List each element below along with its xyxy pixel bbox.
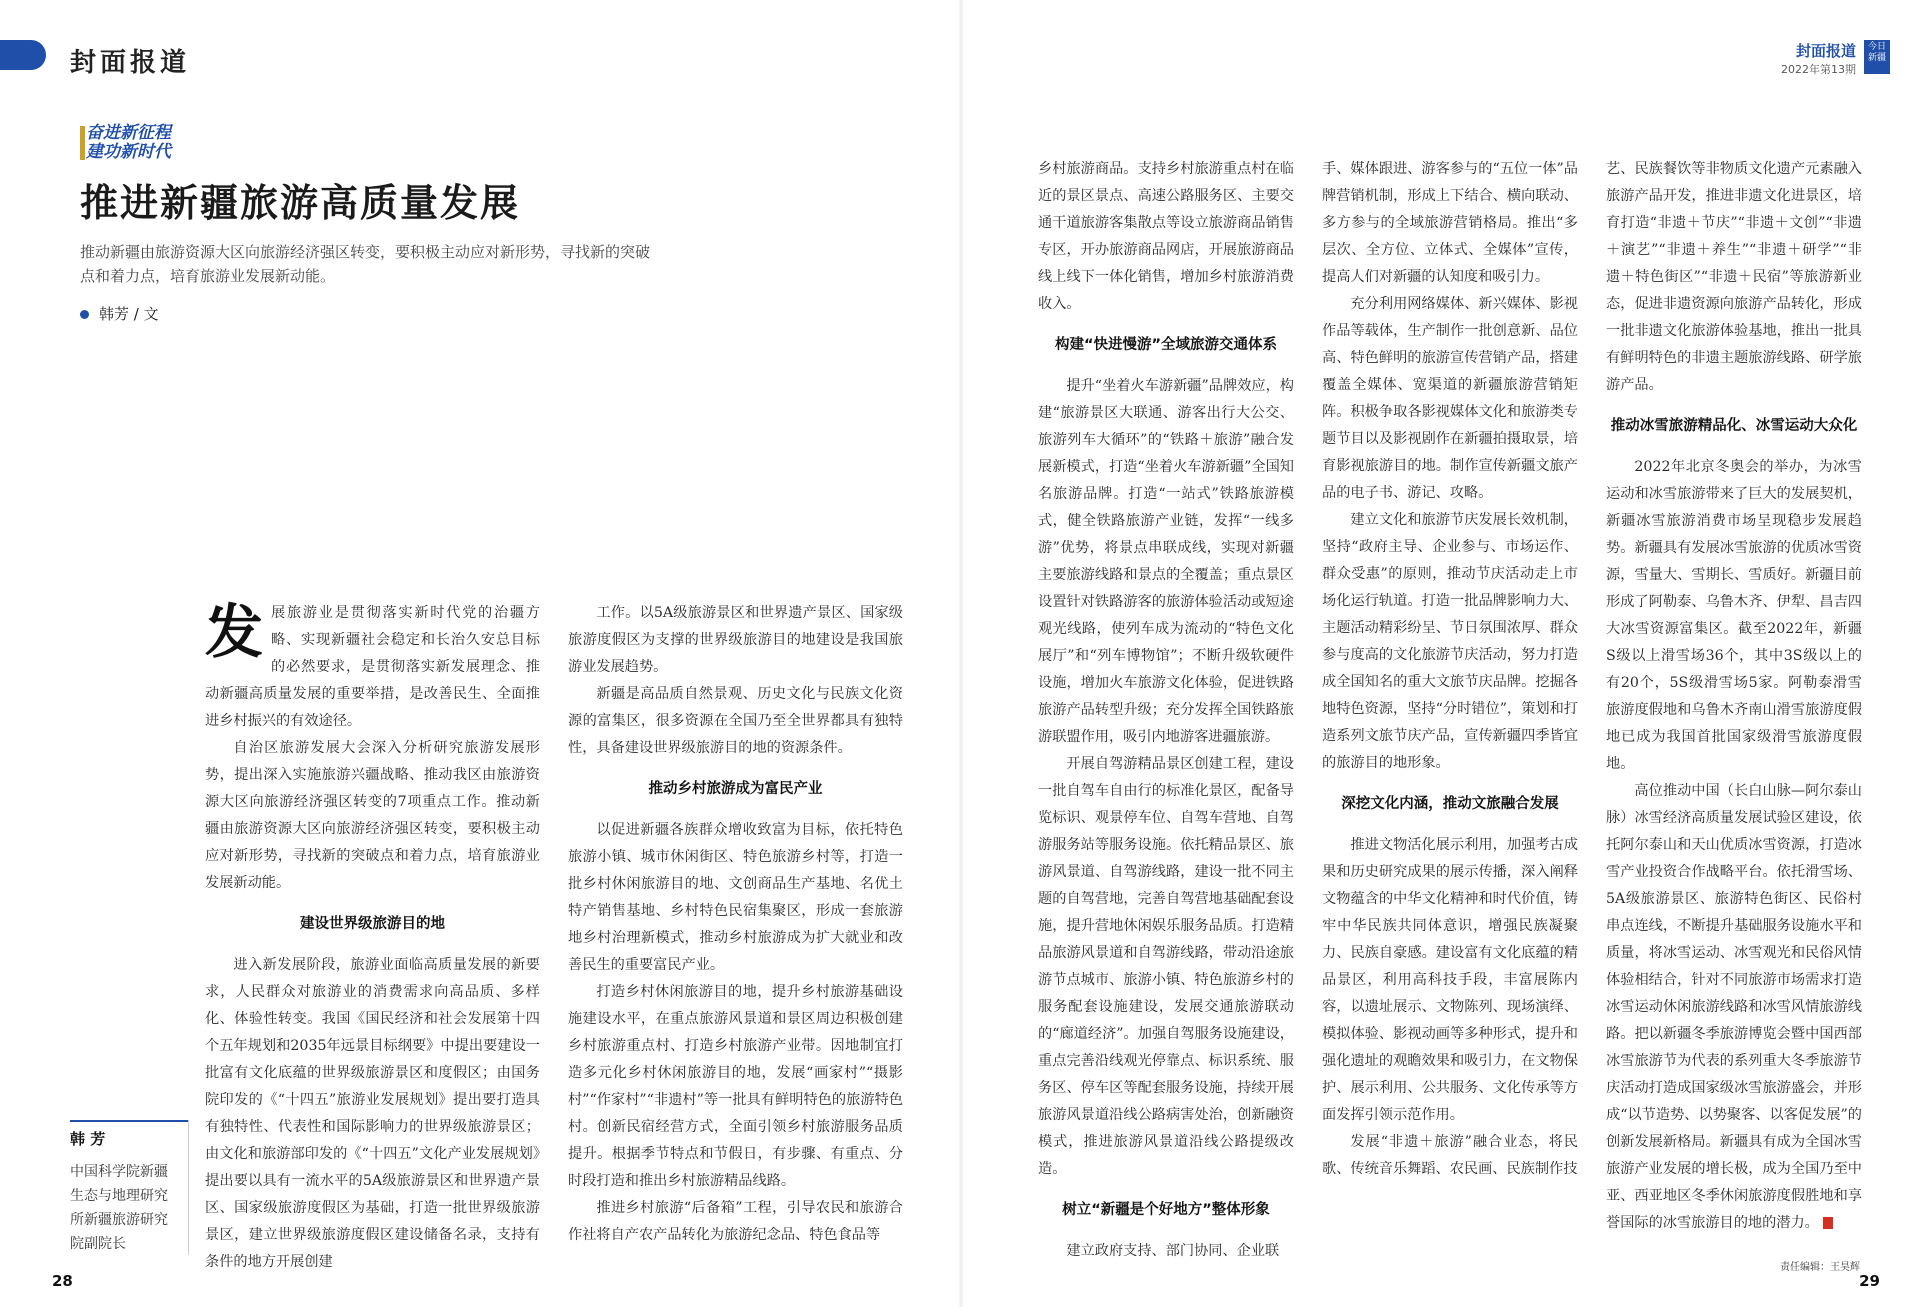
paragraph: 进入新发展阶段，旅游业面临高质量发展的新要求，人民群众对旅游业的消费需求向高品质、多样化、体验性转变。我国《国民经济和社会发展第十四个五年规划和2035年远景目标纲要》中提出要建设一批富有文化底蕴的世界级旅游景区和度假区；由国务院印发的《“十四五”旅游业发展规划》提出要打造具有独特性、代表性和国际影响力的世界级旅游景区；由文化和旅游部印发的《“十四五”文化产业发展规划》提出要以具有一流水平的5A级旅游景区和世界遗产景区、国家级旅游度假区为基础，打造一批世界级旅游景区，建立世界级旅游度假区建设储备名录，支持有条件的地方开展创建 (205, 957, 540, 1270)
paragraph: 开展自驾游精品景区创建工程，建设一批自驾车自由行的标准化景区，配备导览标识、观景停车位、自驾车营地、自驾游服务站等服务设施。依托精品景区、旅游风景道、自驾游线路，建设一批不同主题的自驾营地，完善自驾营地基础配套设施，提升营地休闲娱乐服务品质。打造精品旅游风景道和自驾游线路，带动沿途旅游节点城市、旅游小镇、特色旅游乡村的服务配套设施建设，发展交通旅游联动的“廊道经济”。加强自驾服务设施建设，重点完善沿线观光停靠点、标识系统、服务区、停车区等配套服务设施，持续开展旅游风景道沿线公路病害处治，创新融资模式，推进旅游风景道沿线公路提级改造。 (1038, 756, 1294, 1177)
issue-number: 2022年第13期 (1781, 63, 1856, 76)
paragraph: 自治区旅游发展大会深入分析研究旅游发展形势，提出深入实施旅游兴疆战略、推动我区由旅游资源大区向旅游经济强区转变的7项重点工作。推动新疆由旅游资源大区向旅游经济强区转变，要积极主动应对新形势，寻找新的突破点和着力点，培育旅游业发展新动能。 (205, 740, 540, 891)
paragraph: 发展“非遗＋旅游”融合业态，将民歌、传统音乐舞蹈、农民画、民族制作技 (1322, 1134, 1578, 1177)
subheading: 推动冰雪旅游精品化、冰雪运动大众化 (1610, 418, 1858, 434)
paragraph: 充分利用网络媒体、新兴媒体、影视作品等载体，生产制作一批创意新、品位高、特色鲜明的旅游宣传营销产品，搭建覆盖全媒体、宽渠道的新疆旅游营销矩阵。积极争取各影视媒体文化和旅游类专题节目以及影视剧作在新疆拍摄取景，培育影视旅游目的地。制作宣传新疆文旅产品的电子书、游记、攻略。 (1322, 296, 1578, 501)
bio-text: 中国科学院新疆生态与地理研究所新疆旅游研究院副院长 (70, 1164, 168, 1252)
magazine-badge: 今日新疆 (1864, 40, 1890, 74)
column-4 (1322, 156, 1578, 1183)
paragraph: 新疆是高品质自然景观、历史文化与民族文化资源的富集区，很多资源在全国乃至全世界都具有独特性，具备建设世界级旅游目的地的资源条件。 (568, 686, 903, 756)
magazine-name: 封面报道 (1795, 42, 1856, 60)
subheading: 树立“新疆是个好地方”整体形象 (1062, 1202, 1270, 1218)
column-1 (205, 600, 540, 1276)
end-mark-icon (1823, 1217, 1833, 1229)
paragraph-text: 高位推动中国（长白山脉—阿尔泰山脉）冰雪经济高质量发展试验区建设，依托阿尔泰山和天山优质冰雪资源，打造冰雪产业投资合作战略平台。依托滑雪场、5A级旅游景区、旅游特色街区、民俗村串点连线，不断提升基础服务设施水平和质量，将冰雪运动、冰雪观光和民俗风情体验相结合，针对不同旅游市场需求打造冰雪运动休闲旅游线路和冰雪风情旅游线路。把以新疆冬季旅游博览会暨中国西部冰雪旅游节为代表的系列重大冬季旅游节庆活动打造成国家级冰雪旅游盛会，并形成“以节造势、以势聚客、以客促发展”的创新发展新格局。新疆具有成为全国冰雪旅游产业发展的增长极，成为全国乃至中亚、西亚地区冬季休闲旅游度假胜地和享誉国际的冰雪旅游目的地的潜力。 (1606, 783, 1862, 1231)
page-spine (958, 0, 964, 1307)
subheading: 建设世界级旅游目的地 (300, 916, 445, 932)
paragraph: 建立文化和旅游节庆发展长效机制，坚持“政府主导、企业参与、市场运作、群众受惠”的原则，推动节庆活动走上市场化运行轨道。打造一批品牌影响力大、主题活动精彩纷呈、节日氛围浓厚、群众参与度高的文化旅游节庆活动，努力打造成全国知名的重大文旅节庆品牌。挖掘各地特色资源，坚持“分时错位”，策划和打造系列文旅节庆产品，宣传新疆四季皆宜的旅游目的地形象。 (1322, 512, 1578, 771)
column-3 (1038, 156, 1294, 1265)
paragraph: 工作。以5A级旅游景区和世界遗产景区、国家级旅游度假区为支撑的世界级旅游目的地建设是我国旅游业发展趋势。 (568, 605, 903, 675)
paragraph-text: 展旅游业是贯彻落实新时代党的治疆方略、实现新疆社会稳定和长治久安总目标的必然要求，是贯彻落实新发展理念、推动新疆高质量发展的重要举措，是改善民生、全面推进乡村振兴的有效途径。 (205, 605, 540, 729)
drop-cap: 发 (205, 598, 264, 666)
running-header (1781, 40, 1856, 77)
subheading: 深挖文化内涵，推动文旅融合发展 (1341, 796, 1559, 812)
author-name: 韩芳 / 文 (99, 305, 159, 323)
article-title: 推进新疆旅游高质量发展 (80, 181, 521, 225)
slogan-line-1: 奋进新征程 (86, 123, 171, 143)
page-number-left: 28 (52, 1272, 73, 1290)
paragraph: 推进文物活化展示利用，加强考古成果和历史研究成果的展示传播，深入阐释文物蕴含的中华文化精神和时代价值，铸牢中华民族共同体意识，增强民族凝聚力、民族自豪感。建设富有文化底蕴的精品景区，利用高科技手段，丰富展陈内容，以遗址展示、文物陈列、现场演绎、模拟体验、影视动画等多种形式，提升和强化遗址的观瞻效果和吸引力，在文物保护、展示利用、公共服务、文化传承等方面发挥引领示范作用。 (1322, 837, 1578, 1123)
paragraph (1606, 778, 1862, 1237)
editor-credit: 责任编辑：王昊辉 (1780, 1262, 1860, 1273)
subheading: 构建“快进慢游”全域旅游交通体系 (1054, 337, 1278, 353)
paragraph: 以促进新疆各族群众增收致富为目标，依托特色旅游小镇、城市休闲街区、特色旅游乡村等，打造一批乡村休闲旅游目的地、文创商品生产基地、名优土特产销售基地、乡村特色民宿集聚区，形成一套旅游地乡村治理新模式，推动乡村旅游成为扩大就业和改善民生的重要富民产业。 (568, 822, 903, 973)
paragraph: 乡村旅游商品。支持乡村旅游重点村在临近的景区景点、高速公路服务区、主要交通干道旅游客集散点等设立旅游商品销售专区，开办旅游商品网店，开展旅游商品线上线下一体化销售，增加乡村旅游消费收入。 (1038, 161, 1294, 312)
section-label: 封面报道 (70, 48, 191, 78)
subheading: 推动乡村旅游成为富民产业 (648, 781, 823, 797)
paragraph: 建立政府支持、部门协同、企业联 (1066, 1243, 1280, 1259)
bio-rule (70, 1120, 188, 1122)
bullet-dot-icon (80, 310, 89, 319)
slogan-bar (80, 126, 85, 160)
page-number-right: 29 (1859, 1272, 1880, 1290)
author-byline (80, 303, 159, 324)
column-5 (1606, 156, 1862, 1237)
paragraph: 提升“坐着火车游新疆”品牌效应，构建“旅游景区大联通、游客出行大公交、旅游列车大循环”的“铁路＋旅游”融合发展新模式，打造“坐着火车游新疆”全国知名旅游品牌。打造“一站式”铁路旅游模式，健全铁路旅游产业链，发挥“一线多游”优势，将景点串联成线，实现对新疆主要旅游线路和景点的全覆盖；重点景区设置针对铁路游客的旅游体验活动或短途观光线路，使列车成为流动的“特色文化展厅”和“列车博物馆”；不断升级软硬件设施，增加火车旅游文化体验，促进铁路旅游产品转型升级；充分发挥全国铁路旅游联盟作用，吸引内地游客进疆旅游。 (1038, 378, 1294, 745)
slogan (86, 124, 171, 162)
bio-name: 韩 芳 (70, 1130, 106, 1148)
article-lead: 推动新疆由旅游资源大区向旅游经济强区转变，要积极主动应对新形势，寻找新的突破点和着力点，培育旅游业发展新动能。 (80, 243, 651, 285)
paragraph: 手、媒体跟进、游客参与的“五位一体”品牌营销机制，形成上下结合、横向联动、多方参与的全域旅游营销格局。推出“多层次、全方位、立体式、全媒体”宣传，提高人们对新疆的认知度和吸引力。 (1322, 161, 1578, 285)
slogan-line-2: 建功新时代 (86, 142, 171, 162)
section-tab (0, 40, 46, 70)
paragraph: 艺、民族餐饮等非物质文化遗产元素融入旅游产品开发，推进非遗文化进景区，培育打造“非遗＋节庆”“非遗＋文创”“非遗＋演艺”“非遗＋养生”“非遗＋研学”“非遗＋特色街区”“非遗＋民宿”等旅游新业态，促进非遗资源向旅游产品转化，形成一批非遗文化旅游体验基地，推出一批具有鲜明特色的非遗主题旅游线路、研学旅游产品。 (1606, 161, 1862, 393)
column-2 (568, 600, 903, 1249)
paragraph: 推进乡村旅游“后备箱”工程，引导农民和旅游合作社将自产农产品转化为旅游纪念品、特色食品等 (568, 1200, 903, 1243)
bio-divider (188, 1120, 189, 1255)
paragraph: 2022年北京冬奥会的举办，为冰雪运动和冰雪旅游带来了巨大的发展契机，新疆冰雪旅游消费市场呈现稳步发展趋势。新疆具有发展冰雪旅游的优质冰雪资源，雪量大、雪期长、雪质好。新疆目前形成了阿勒泰、乌鲁木齐、伊犁、昌吉四大冰雪资源富集区。截至2022年，新疆S级以上滑雪场36个，其中3S级以上的有20个，5S级滑雪场5家。阿勒泰滑雪旅游度假地和乌鲁木齐南山滑雪旅游度假地已成为我国首批国家级滑雪旅游度假地。 (1606, 459, 1862, 772)
paragraph (205, 600, 540, 735)
paragraph: 打造乡村休闲旅游目的地，提升乡村旅游基础设施建设水平，在重点旅游风景道和景区周边积极创建乡村旅游重点村、打造乡村旅游产业带。因地制宜打造多元化乡村休闲旅游目的地，发展“画家村”“摄影村”“作家村”“非遗村”等一批具有鲜明特色的旅游特色村。创新民宿经营方式，全面引领乡村旅游服务品质提升。根据季节特点和节假日，有步骤、有重点、分时段打造和推出乡村旅游精品线路。 (568, 984, 903, 1189)
